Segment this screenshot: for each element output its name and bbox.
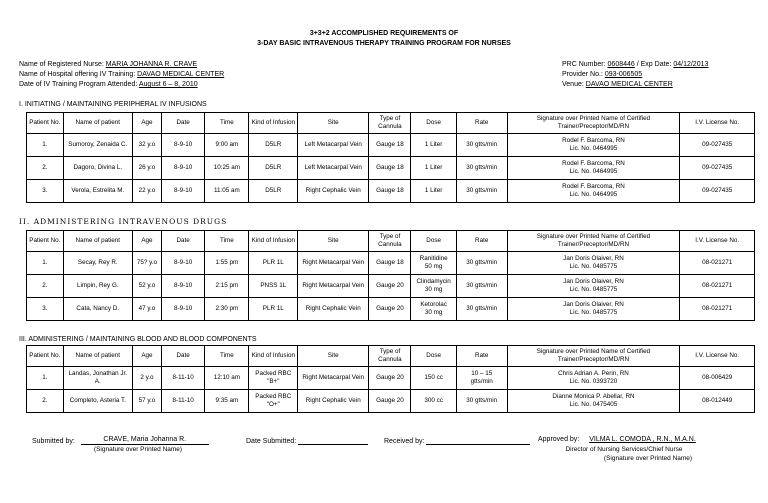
- nurse-info: [19, 61, 197, 68]
- cell-age: 52 y.o: [132, 275, 161, 298]
- cell-patient-name: Dagoro, Divina L.: [63, 157, 132, 180]
- table-row: [27, 298, 755, 321]
- cell-patient-no: 1.: [27, 252, 64, 275]
- cell-dose: 1 Liter: [411, 157, 456, 180]
- cell-cannula-type: Gauge 18: [369, 157, 411, 180]
- training-date-info: [19, 81, 198, 88]
- cell-time: 1:55 pm: [205, 252, 249, 275]
- cell-patient-name: Secay, Rey R.: [63, 252, 132, 275]
- cell-site: Right Cephalic Vein: [298, 298, 369, 321]
- cell-dose: 1 Liter: [411, 134, 456, 157]
- cell-patient-name: Limpin, Rey G.: [63, 275, 132, 298]
- submitted-by: [32, 436, 209, 445]
- cell-kind-of-infusion: PLR 1L: [249, 252, 298, 275]
- cell-time: 2:15 pm: [205, 275, 249, 298]
- section-1-table: [26, 112, 755, 203]
- cell-license-no: 08-006429: [680, 367, 755, 390]
- header-patient-no: Patient No.: [27, 113, 64, 134]
- header-kind-of-infusion: Kind of Infusion: [249, 231, 298, 252]
- header-cannula-type: Type of Cannula: [369, 346, 411, 367]
- cell-cannula-type: Gauge 20: [369, 298, 411, 321]
- cell-dose: Clindamycin 30 mg: [411, 275, 456, 298]
- approved-by: [538, 436, 696, 443]
- cell-age: 32 y.o: [132, 134, 161, 157]
- cell-trainer-signature: Rodel F. Barcoma, RN Lic. No. 0464995: [507, 134, 680, 157]
- cell-site: Right Cephalic Vein: [298, 180, 369, 203]
- cell-site: Left Metacarpal Vein: [298, 134, 369, 157]
- cell-date: 8-9-10: [162, 157, 205, 180]
- header-license-no: I.V. License No.: [680, 231, 755, 252]
- submitted-label: Submitted by:: [32, 438, 75, 445]
- header-dose: Dose: [411, 346, 456, 367]
- cell-kind-of-infusion: Packed RBC "O+": [249, 390, 298, 413]
- venue-info: [562, 81, 673, 88]
- approved-label: Approved by:: [538, 436, 580, 443]
- header-time: Time: [205, 231, 249, 252]
- header-age: Age: [132, 113, 161, 134]
- header-date: Date: [162, 231, 205, 252]
- cell-time: 9:35 am: [205, 390, 249, 413]
- cell-trainer-signature: Jan Doris Olaiver, RN Lic. No. 0485775: [507, 275, 680, 298]
- cell-age: 26 y.o: [132, 157, 161, 180]
- header-age: Age: [132, 231, 161, 252]
- exp-value: 04/12/2013: [673, 61, 709, 68]
- cell-kind-of-infusion: PLR 1L: [249, 298, 298, 321]
- cell-rate: 30 gtts/min: [456, 298, 507, 321]
- cell-trainer-signature: Jan Doris Olaiver, RN Lic. No. 0485775: [507, 298, 680, 321]
- submitted-sub: (Signature over Printed Name): [93, 446, 183, 453]
- training-date-label: Date of IV Training Program Attended:: [19, 81, 138, 88]
- cell-dose: Ranitidine 50 mg: [411, 252, 456, 275]
- cell-patient-no: 2.: [27, 390, 64, 413]
- header-rate: Rate: [456, 231, 507, 252]
- header-patient-name: Name of patient: [63, 113, 132, 134]
- cell-trainer-signature: Dianne Monica P. Abellar, RN Lic. No. 0475405: [507, 390, 680, 413]
- cell-patient-no: 3.: [27, 298, 64, 321]
- header-site: Site: [298, 346, 369, 367]
- cell-date: 8-11-10: [162, 367, 205, 390]
- header-license-no: I.V. License No.: [680, 113, 755, 134]
- cell-age: 22 y.o: [132, 180, 161, 203]
- cell-patient-name: Verola, Estrelita M.: [63, 180, 132, 203]
- header-cannula-type: Type of Cannula: [369, 231, 411, 252]
- training-date-value: August 6 – 8, 2010: [138, 81, 198, 88]
- cell-date: 8-9-10: [162, 252, 205, 275]
- table-row: [27, 252, 755, 275]
- cell-dose: 1 Liter: [411, 180, 456, 203]
- table-row: [27, 134, 755, 157]
- header-dose: Dose: [411, 113, 456, 134]
- header-site: Site: [298, 113, 369, 134]
- cell-cannula-type: Gauge 18: [369, 252, 411, 275]
- received-by: [384, 436, 530, 445]
- header-patient-name: Name of patient: [63, 231, 132, 252]
- header-patient-name: Name of patient: [63, 346, 132, 367]
- cell-site: Left Metacarpal Vein: [298, 157, 369, 180]
- section-2-title: II. ADMINISTERING INTRAVENOUS DRUGS: [19, 217, 228, 226]
- cell-cannula-type: Gauge 18: [369, 134, 411, 157]
- cell-trainer-signature: Rodel F. Barcoma, RN Lic. No. 0464995: [507, 157, 680, 180]
- doc-title-line2: 3-DAY BASIC INTRAVENOUS THERAPY TRAINING PROGRAM FOR NURSES: [257, 40, 511, 47]
- table-row: [27, 157, 755, 180]
- cell-time: 11:05 am: [205, 180, 249, 203]
- header-license-no: I.V. License No.: [680, 346, 755, 367]
- header-trainer-signature: Signature over Printed Name of Certified Trainer/Preceptor/MD/RN: [507, 231, 680, 252]
- header-time: Time: [205, 113, 249, 134]
- date-submitted-label: Date Submitted:: [246, 438, 297, 445]
- table-row: [27, 390, 755, 413]
- header-patient-no: Patient No.: [27, 346, 64, 367]
- cell-patient-name: Sumoroy, Zenaida C.: [63, 134, 132, 157]
- cell-patient-no: 2.: [27, 157, 64, 180]
- venue-value: DAVAO MEDICAL CENTER: [585, 81, 673, 88]
- hospital-value: DAVAO MEDICAL CENTER: [137, 71, 225, 78]
- header-site: Site: [298, 231, 369, 252]
- header-cannula-type: Type of Cannula: [369, 113, 411, 134]
- cell-patient-no: 2.: [27, 275, 64, 298]
- nurse-label: Name of Registered Nurse:: [19, 61, 104, 68]
- cell-license-no: 08-021271: [680, 298, 755, 321]
- date-submitted: [246, 436, 368, 445]
- cell-site: Right Metacarpal Vein: [298, 252, 369, 275]
- cell-cannula-type: Gauge 18: [369, 180, 411, 203]
- cell-dose: 300 cc: [411, 390, 456, 413]
- cell-patient-name: Landas, Jonathan Jr. A.: [63, 367, 132, 390]
- cell-license-no: 08-021271: [680, 275, 755, 298]
- cell-rate: 30 gtts/min: [456, 390, 507, 413]
- approved-value: VILMA L. COMODA , R.N., M.A.N.: [589, 436, 696, 443]
- prc-info: [562, 61, 708, 68]
- table-header-row: [27, 346, 755, 367]
- header-trainer-signature: Signature over Printed Name of Certified Trainer/Preceptor/MD/RN: [507, 346, 680, 367]
- cell-date: 8-9-10: [162, 298, 205, 321]
- received-line: [426, 436, 530, 445]
- cell-rate: 30 gtts/min: [456, 134, 507, 157]
- section-3-title: III. ADMINISTERING / MAINTAINING BLOOD AND BLOOD COMPONENTS: [19, 336, 257, 343]
- header-rate: Rate: [456, 113, 507, 134]
- cell-dose: 150 cc: [411, 367, 456, 390]
- submitted-value: CRAVE, Maria Johanna R.: [81, 436, 209, 445]
- cell-site: Right Metacarpal Vein: [298, 367, 369, 390]
- cell-patient-no: 3.: [27, 180, 64, 203]
- cell-time: 9:00 am: [205, 134, 249, 157]
- nurse-value: MARIA JOHANNA R. CRAVE: [105, 61, 198, 68]
- table-row: [27, 367, 755, 390]
- header-date: Date: [162, 346, 205, 367]
- cell-kind-of-infusion: D5LR: [249, 157, 298, 180]
- cell-age: 75? y.o: [132, 252, 161, 275]
- cell-patient-name: Cata, Nancy D.: [63, 298, 132, 321]
- cell-trainer-signature: Chris Adrian A. Perin, RN Lic. No. 0393720: [507, 367, 680, 390]
- table-header-row: [27, 113, 755, 134]
- cell-site: Right Metacarpal Vein: [298, 275, 369, 298]
- header-rate: Rate: [456, 346, 507, 367]
- table-row: [27, 180, 755, 203]
- cell-kind-of-infusion: PNSS 1L: [249, 275, 298, 298]
- cell-license-no: 08-021271: [680, 252, 755, 275]
- header-patient-no: Patient No.: [27, 231, 64, 252]
- cell-rate: 30 gtts/min: [456, 252, 507, 275]
- hospital-label: Name of Hospital offering IV Training:: [19, 71, 136, 78]
- cell-age: 2 y.o: [132, 367, 161, 390]
- cell-patient-no: 1.: [27, 367, 64, 390]
- cell-license-no: 09-027435: [680, 157, 755, 180]
- cell-date: 8-9-10: [162, 134, 205, 157]
- exp-label: / Exp Date:: [636, 61, 672, 68]
- cell-kind-of-infusion: D5LR: [249, 180, 298, 203]
- cell-rate: 30 gtts/min: [456, 180, 507, 203]
- cell-rate: 30 gtts/min: [456, 275, 507, 298]
- cell-cannula-type: Gauge 20: [369, 390, 411, 413]
- provider-info: [562, 71, 642, 78]
- provider-value: 093-006505: [604, 71, 643, 78]
- cell-dose: Ketorolac 30 mg: [411, 298, 456, 321]
- cell-license-no: 08-012449: [680, 390, 755, 413]
- cell-rate: 10 – 15 gtts/min: [456, 367, 507, 390]
- header-trainer-signature: Signature over Printed Name of Certified Trainer/Preceptor/MD/RN: [507, 113, 680, 134]
- header-kind-of-infusion: Kind of Infusion: [249, 113, 298, 134]
- cell-date: 8-9-10: [162, 180, 205, 203]
- prc-value: 0608446: [607, 61, 635, 68]
- cell-age: 57 y.o: [132, 390, 161, 413]
- section-1-title: I. INITIATING / MAINTAINING PERIPHERAL IV INFUSIONS: [19, 101, 207, 108]
- provider-label: Provider No.:: [562, 71, 603, 78]
- cell-trainer-signature: Rodel F. Barcoma, RN Lic. No. 0464995: [507, 180, 680, 203]
- table-row: [27, 275, 755, 298]
- header-age: Age: [132, 346, 161, 367]
- cell-age: 47 y.o: [132, 298, 161, 321]
- cell-site: Right Cephalic Vein: [298, 390, 369, 413]
- approved-sub2: (Signature over Printed Name): [603, 455, 693, 462]
- venue-label: Venue:: [562, 81, 584, 88]
- header-time: Time: [205, 346, 249, 367]
- cell-patient-name: Completo, Asteria T.: [63, 390, 132, 413]
- section-3-table: [26, 345, 755, 413]
- date-submitted-line: [298, 436, 368, 445]
- cell-trainer-signature: Jan Doris Olaiver, RN Lic. No. 0485775: [507, 252, 680, 275]
- cell-kind-of-infusion: Packed RBC "B+": [249, 367, 298, 390]
- cell-cannula-type: Gauge 20: [369, 367, 411, 390]
- header-kind-of-infusion: Kind of Infusion: [249, 346, 298, 367]
- hospital-info: [19, 71, 224, 78]
- cell-kind-of-infusion: D5LR: [249, 134, 298, 157]
- header-dose: Dose: [411, 231, 456, 252]
- table-header-row: [27, 231, 755, 252]
- cell-date: 8-9-10: [162, 275, 205, 298]
- cell-time: 12:10 am: [205, 367, 249, 390]
- prc-label: PRC Number:: [562, 61, 606, 68]
- cell-time: 2:30 pm: [205, 298, 249, 321]
- cell-license-no: 09-027435: [680, 180, 755, 203]
- section-2-table: [26, 230, 755, 321]
- doc-title-line1: 3+3+2 ACCOMPLISHED REQUIREMENTS OF: [309, 30, 459, 37]
- received-label: Received by:: [384, 438, 425, 445]
- cell-license-no: 09-027435: [680, 134, 755, 157]
- cell-time: 10:25 am: [205, 157, 249, 180]
- cell-cannula-type: Gauge 20: [369, 275, 411, 298]
- header-date: Date: [162, 113, 205, 134]
- cell-patient-no: 1.: [27, 134, 64, 157]
- approved-sub1: Director of Nursing Services/Chief Nurse: [565, 446, 683, 453]
- cell-date: 8-11-10: [162, 390, 205, 413]
- cell-rate: 30 gtts/min: [456, 157, 507, 180]
